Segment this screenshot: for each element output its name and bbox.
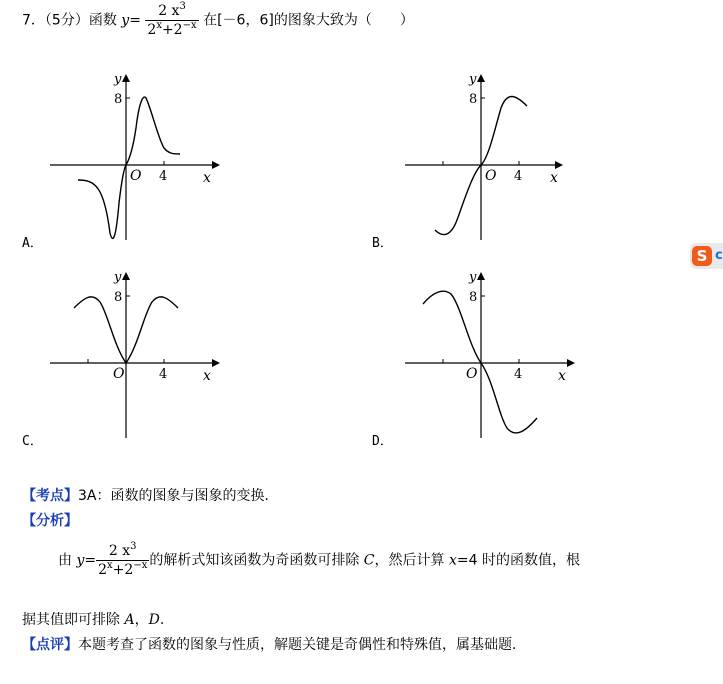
x-tick-label: 4 xyxy=(159,169,168,184)
dianping-line xyxy=(22,636,526,654)
sogou-side-char: c xyxy=(715,248,723,263)
y-variable: y xyxy=(121,12,130,29)
x-tick-label: 4 xyxy=(159,367,168,382)
y-axis-label: y xyxy=(469,72,477,87)
x-axis-label: x xyxy=(558,368,566,384)
curve-a xyxy=(78,97,180,238)
x-axis-label: x xyxy=(203,368,211,384)
graph-b xyxy=(395,68,585,248)
y-axis-arrow xyxy=(477,272,485,280)
x-tick-label: 4 xyxy=(514,169,523,184)
y-tick-label: 8 xyxy=(469,92,478,107)
y-tick-label: 8 xyxy=(114,290,123,305)
origin-label: O xyxy=(485,168,497,184)
choice-d-label: D． xyxy=(372,434,393,449)
fenxi-tag: 【分析】 xyxy=(22,513,78,529)
y-axis-label: y xyxy=(469,270,477,285)
x-axis-arrow xyxy=(212,359,220,367)
x-axis-arrow xyxy=(567,359,575,367)
fenxi-line-1: 由 y= $\frac{2 x^3}{2^x+2^{-x}}$ 的解析式知该函数为奇函数可排除 C，然后计算 x=4 时的函数值，根 xyxy=(58,541,580,578)
graph-a xyxy=(40,68,230,248)
choice-a-label: A． xyxy=(22,236,43,251)
y-axis-arrow xyxy=(477,74,485,82)
origin-label: O xyxy=(130,168,142,184)
choice-c-label: C． xyxy=(22,434,43,449)
sogou-input-widget[interactable] xyxy=(690,243,723,269)
question-number: 7．（5分）函数 xyxy=(22,12,117,29)
question-line xyxy=(22,3,414,43)
origin-label: O xyxy=(466,366,478,382)
dianping-tag: 【点评】 xyxy=(22,637,78,653)
graph-c xyxy=(40,266,230,446)
fenxi-header xyxy=(22,512,78,530)
fenxi-line-2: 据其值即可排除 A，D. xyxy=(22,612,165,628)
y-axis-arrow xyxy=(122,272,130,280)
dianping-text: 本题考查了函数的图象与性质，解题关键是奇偶性和特殊值，属基础题． xyxy=(78,637,526,653)
x-axis-label: x xyxy=(203,170,211,186)
x-axis-arrow xyxy=(212,161,220,169)
fraction-numerator: 2 $x^3$ xyxy=(145,3,198,21)
y-axis-arrow xyxy=(122,74,130,82)
kaodian-text: 3A：函数的图象与图象的变换． xyxy=(78,488,279,504)
y-axis-label: y xyxy=(114,270,122,285)
fenxi-fraction: $\frac{2 x^3}{2^x+2^{-x}}$ xyxy=(98,541,148,578)
kaodian-line xyxy=(22,487,278,505)
function-fraction xyxy=(145,3,198,38)
question-suffix: 在[－6，6]的图象大致为（ ） xyxy=(203,12,414,29)
y-tick-label: 8 xyxy=(114,92,123,107)
curve-d xyxy=(423,291,537,433)
equals-sign: = xyxy=(129,12,141,29)
choice-b-label: B． xyxy=(372,236,393,251)
graph-d xyxy=(395,266,585,446)
x-axis-label: x xyxy=(550,170,558,186)
y-axis-label: y xyxy=(114,72,122,87)
fraction-denominator: $2^x+2^{-x}$ xyxy=(147,20,197,38)
kaodian-tag: 【考点】 xyxy=(22,488,78,504)
x-axis-arrow xyxy=(555,161,563,169)
y-tick-label: 8 xyxy=(469,290,478,305)
origin-label: O xyxy=(113,366,125,382)
sogou-input-icon[interactable]: S xyxy=(692,246,712,266)
x-tick-label: 4 xyxy=(514,367,523,382)
